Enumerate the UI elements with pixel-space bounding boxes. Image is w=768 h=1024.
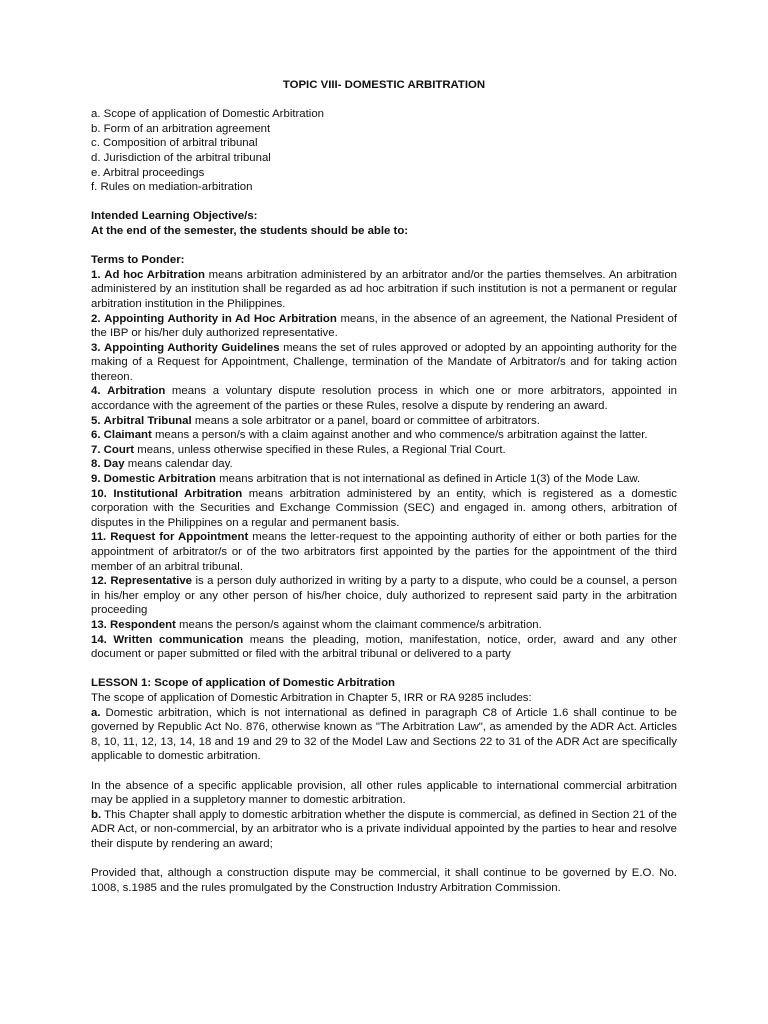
document-page [91,78,677,895]
term-definition: means the person/s against whom the claimant commence/s arbitration. [175,618,542,631]
term-number: 6. [91,429,101,442]
term-name: Respondent [110,618,176,631]
term-definition: means a voluntary dispute resolution process in which one or more arbitrators, appointed in accordance with the agreement of the parties or these Rules, resolve a dispute by rendering an award. [91,385,677,413]
term-definition: means a sole arbitrator or a panel, board or committee of arbitrators. [191,414,540,427]
term-item [91,268,677,312]
term-name: Arbitration [107,385,166,398]
lesson-item-a [91,706,677,764]
terms-list [91,268,677,662]
term-item [91,633,677,662]
term-item [91,487,677,531]
item-text: This Chapter shall apply to domestic arbitration whether the dispute is commercial, as defined in Section 21 of the ADR Act, or non-commercial, by an arbitrator who is a private individual appointed by the parties to hear and resolve their dispute by rendering an award; [91,808,677,850]
term-number: 13. [91,618,107,631]
term-name: Written communication [113,633,244,646]
term-definition: means arbitration that is not international as defined in Article 1(3) of the Mode Law. [215,473,641,486]
term-definition: means arbitration administered by an arbitrator and/or the parties themselves. An arbitration administered by an institution shall be regarded as ad hoc arbitration if such institution is not a permanent or regular arbitration institution in the Philippines. [91,268,678,310]
term-name: Ad hoc Arbitration [104,268,205,281]
term-number: 11. [91,531,107,544]
term-number: 3. [91,341,101,354]
term-name: Institutional Arbitration [113,487,243,500]
term-number: 1. [91,268,101,281]
term-name: Arbitral Tribunal [103,414,192,427]
term-name: Request for Appointment [110,531,249,544]
term-definition: means arbitration administered by an entity, which is registered as a domestic corporation with the Securities and Exchange Commission (SEC) and engaged in. among others, arbitration of disputes in the Philippines on a regular and permanent basis. [91,487,677,529]
term-definition: means the letter-request to the appointing authority of either or both parties for the appointment of arbitrator/s or of the two arbitrators first appointed by the parties for the appointment of the third member of an arbitral tribunal. [91,531,677,573]
term-name: Domestic Arbitration [103,473,216,486]
term-number: 5. [91,414,101,427]
term-item [91,414,677,429]
term-number: 2. [91,312,101,325]
lesson-proviso: Provided that, although a construction dispute may be commercial, it shall continue to be governed by E.O. No. 1008, s.1985 and the rules promulgated by the Construction Industry Arbitration Commission. [91,867,677,894]
item-label: a. [91,706,101,719]
term-definition: means, unless otherwise specified in these Rules, a Regional Trial Court. [134,443,506,456]
term-item [91,574,677,618]
topic-item: b. Form of an arbitration agreement [91,122,271,135]
term-item [91,428,677,443]
term-item [91,341,677,385]
topic-item: f. Rules on mediation-arbitration [91,181,253,194]
topic-item: c. Composition of arbitral tribunal [91,137,258,150]
term-item [91,530,677,574]
document-title: TOPIC VIII- DOMESTIC ARBITRATION [282,79,486,91]
lesson-intro: The scope of application of Domestic Arbitration in Chapter 5, IRR or RA 9285 includes: [91,691,532,704]
term-name: Appointing Authority Guidelines [104,341,280,354]
term-definition: is a person duly authorized in writing by a party to a dispute, who could be a counsel, a person in his/her employ or any other person of his/her choice, duly authorized to represent said party in the arbitration proceeding [91,575,677,617]
term-name: Representative [110,575,192,588]
term-number: 9. [91,473,101,486]
term-definition: means the set of rules approved or adopted by an appointing authority for the making of a Request for Appointment, Challenge, termination of the Mandate of Arbitrator/s and for taking action thereon. [91,341,677,383]
term-definition: means a person/s with a claim against another and who commence/s arbitration against the latter. [151,429,648,442]
term-name: Appointing Authority in Ad Hoc Arbitration [104,312,337,325]
term-number: 7. [91,443,101,456]
term-item [91,472,677,487]
term-name: Court [103,443,135,456]
term-number: 4. [91,385,101,398]
term-definition: means calendar day. [124,458,233,471]
term-number: 12. [91,575,107,588]
topic-item: a. Scope of application of Domestic Arbitration [91,108,325,121]
term-item [91,312,677,341]
objectives-heading: Intended Learning Objective/s: [91,210,258,223]
item-label: b. [91,808,102,821]
term-item [91,618,677,633]
topic-item: d. Jurisdiction of the arbitral tribunal [91,151,271,164]
term-number: 8. [91,458,101,471]
term-item [91,457,677,472]
term-name: Claimant [103,429,152,442]
term-number: 14. [91,633,107,646]
term-name: Day [103,458,125,471]
lesson-paragraph [91,779,677,852]
topic-list [91,107,677,195]
objectives-subheading: At the end of the semester, the students should be able to: [91,224,409,237]
paragraph-text: In the absence of a specific applicable provision, all other rules applicable to international commercial arbitration may be applied in a suppletory manner to domestic arbitration. [91,779,677,807]
lesson-heading: LESSON 1: Scope of application of Domestic Arbitration [91,677,395,690]
term-item [91,443,677,458]
topic-item: e. Arbitral proceedings [91,166,205,179]
term-number: 10. [91,487,107,500]
term-definition: means, in the absence of an agreement, the National President of the IBP or his/her duly authorized representative. [91,312,678,340]
term-definition: means the pleading, motion, manifestation, notice, order, award and any other document or paper submitted or filed with the arbitral tribunal or delivered to a party [91,633,677,661]
term-item [91,384,677,413]
terms-heading: Terms to Ponder: [91,254,185,267]
item-text: Domestic arbitration, which is not international as defined in paragraph C8 of Article 1.6 shall continue to be governed by Republic Act No. 876, otherwise known as "The Arbitration Law", as amended by the ADR Act. Articles 8, 10, 11, 12, 13, 14, 18 and 19 and 29 to 32 of the Model Law and Sections 22 to 31 of the ADR Act are specifically applicable to domestic arbitration. [91,706,677,763]
